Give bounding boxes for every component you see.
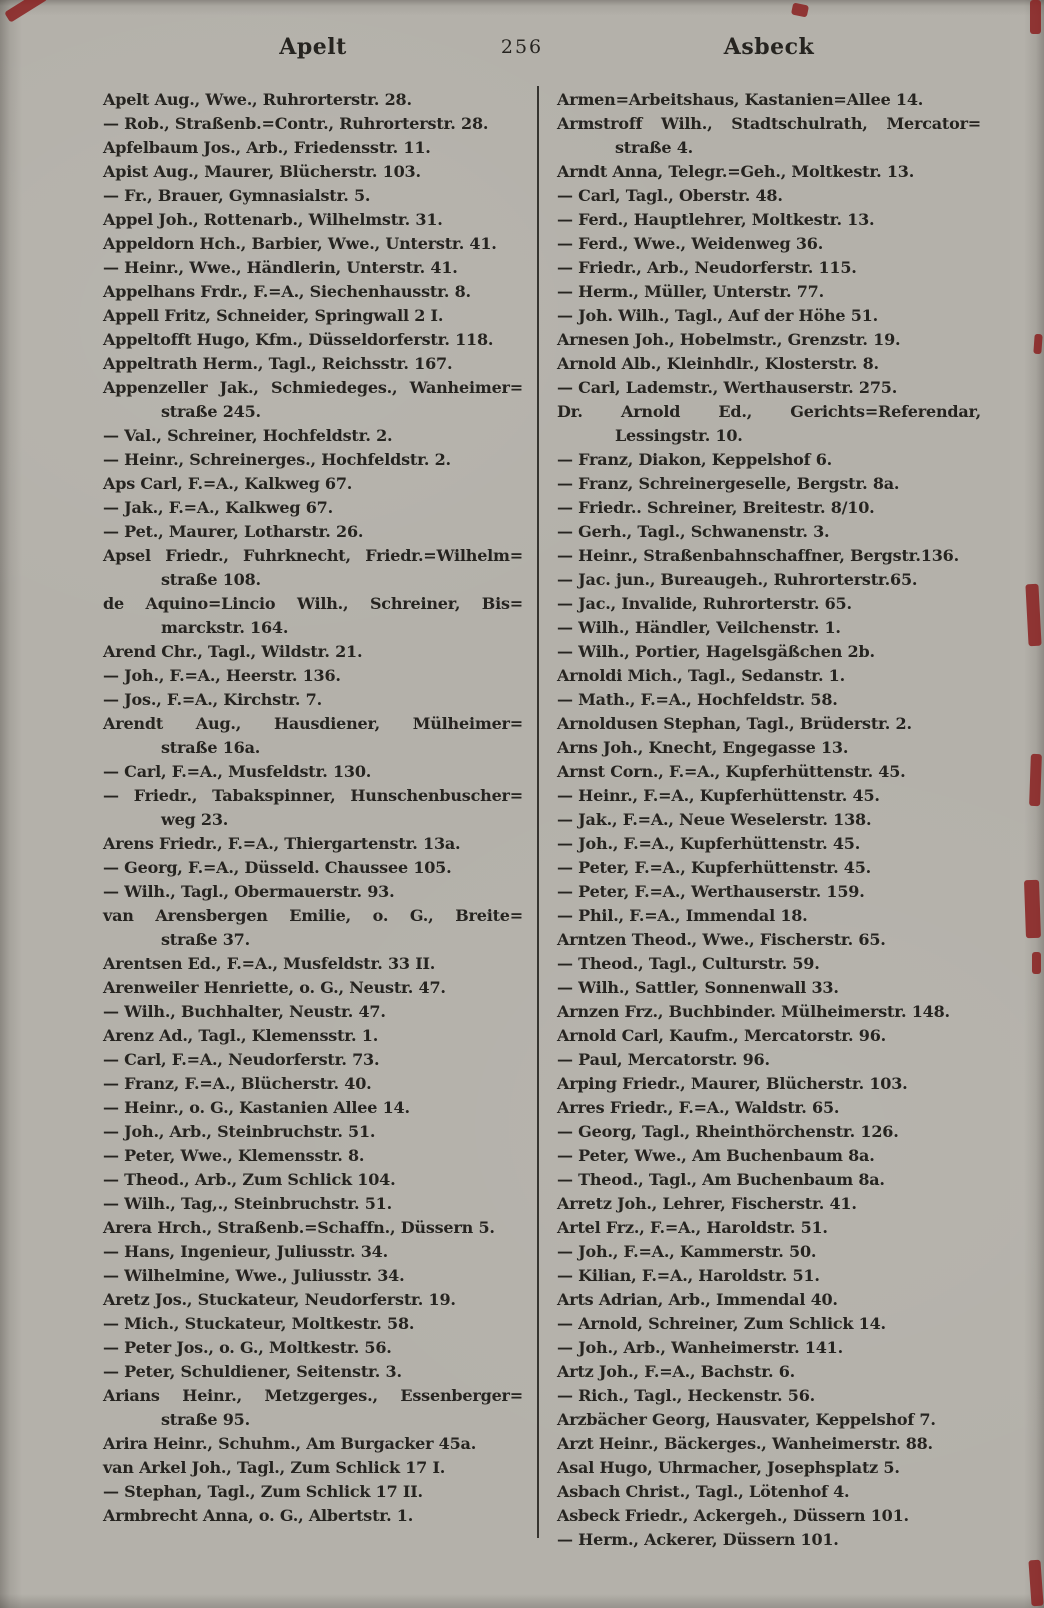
entry-line: Arres Friedr., F.=A., Waldstr. 65.	[557, 1098, 840, 1117]
entry-line: — Paul, Mercatorstr. 96.	[557, 1050, 770, 1069]
entry-line: — Joh., Arb., Steinbruchstr. 51.	[103, 1122, 376, 1141]
entry-line: straße 37.	[161, 930, 250, 949]
entry-line: Arentsen Ed., F.=A., Musfeldstr. 33 II.	[103, 954, 436, 973]
entry-line: — Friedr., Tabakspinner, Hunschenbuscher=	[103, 786, 523, 805]
entry-line: Arnoldusen Stephan, Tagl., Brüderstr. 2.	[557, 714, 912, 733]
entry-line: Appenzeller Jak., Schmiedeges., Wanheimer=	[103, 378, 523, 397]
entry-line: — Ferd., Hauptlehrer, Moltkestr. 13.	[557, 210, 875, 229]
entry-line: — Peter, F.=A., Kupferhüttenstr. 45.	[557, 858, 872, 877]
entry-line: Arnst Corn., F.=A., Kupferhüttenstr. 45.	[557, 762, 906, 781]
page-number: 256	[500, 36, 544, 58]
entry-line: — Jac. jun., Bureaugeh., Ruhrorterstr.65.	[557, 570, 918, 589]
entry-line: — Theod., Tagl., Am Buchenbaum 8a.	[557, 1170, 885, 1189]
entry-line: — Joh., F.=A., Kammerstr. 50.	[557, 1242, 817, 1261]
entry-line: — Peter, F.=A., Werthauserstr. 159.	[557, 882, 865, 901]
entry-line: — Pet., Maurer, Lotharstr. 26.	[103, 522, 364, 541]
entry-line: — Peter, Wwe., Klemensstr. 8.	[103, 1146, 365, 1165]
red-ink-mark-top	[791, 2, 809, 17]
entry-line: Arendt Aug., Hausdiener, Mülheimer=	[103, 714, 523, 733]
entry-line: — Friedr.. Schreiner, Breitestr. 8/10.	[557, 498, 875, 517]
red-ink-mark-edge-2	[1025, 584, 1041, 647]
entry-line: Arnoldi Mich., Tagl., Sedanstr. 1.	[557, 666, 845, 685]
entry-line: Arping Friedr., Maurer, Blücherstr. 103.	[557, 1074, 908, 1093]
entry-line: straße 16a.	[161, 738, 261, 757]
entry-line: Arntzen Theod., Wwe., Fischerstr. 65.	[557, 930, 886, 949]
entry-line: Arnesen Joh., Hobelmstr., Grenzstr. 19.	[557, 330, 901, 349]
entry-line: Armen=Arbeitshaus, Kastanien=Allee 14.	[557, 90, 924, 109]
entry-line: — Theod., Arb., Zum Schlick 104.	[103, 1170, 396, 1189]
entry-line: — Heinr., Schreinerges., Hochfeldstr. 2.	[103, 450, 451, 469]
entry-line: — Peter, Wwe., Am Buchenbaum 8a.	[557, 1146, 875, 1165]
entry-line: straße 245.	[161, 402, 261, 421]
entry-line: Asal Hugo, Uhrmacher, Josephsplatz 5.	[557, 1458, 900, 1477]
entry-line: Arndt Anna, Telegr.=Geh., Moltkestr. 13.	[557, 162, 915, 181]
entry-line: — Arnold, Schreiner, Zum Schlick 14.	[557, 1314, 886, 1333]
entry-line: — Kilian, F.=A., Haroldstr. 51.	[557, 1266, 820, 1285]
entry-line: Arenweiler Henriette, o. G., Neustr. 47.	[103, 978, 446, 997]
entry-line: — Wilh., Buchhalter, Neustr. 47.	[103, 1002, 386, 1021]
entry-line: Apist Aug., Maurer, Blücherstr. 103.	[103, 162, 421, 181]
entry-line: — Rich., Tagl., Heckenstr. 56.	[557, 1386, 816, 1405]
entry-line: — Math., F.=A., Hochfeldstr. 58.	[557, 690, 838, 709]
entry-line: — Jak., F.=A., Kalkweg 67.	[103, 498, 333, 517]
red-ink-mark-edge-1	[1033, 334, 1042, 355]
entry-line: Appeldorn Hch., Barbier, Wwe., Unterstr. 41.	[103, 234, 497, 253]
entry-line: Apsel Friedr., Fuhrknecht, Friedr.=Wilhelm=	[103, 546, 523, 565]
entry-line: — Fr., Brauer, Gymnasialstr. 5.	[103, 186, 371, 205]
entry-line: Arend Chr., Tagl., Wildstr. 21.	[103, 642, 363, 661]
entry-line: — Heinr., Straßenbahnschaffner, Bergstr.136.	[557, 546, 959, 565]
red-ink-mark-edge-3	[1029, 754, 1042, 806]
column-left	[103, 88, 523, 1528]
entry-line: — Wilh., Tag,., Steinbruchstr. 51.	[103, 1194, 392, 1213]
entry-line: Armstroff Wilh., Stadtschulrath, Mercator=	[557, 114, 981, 133]
entry-line: — Rob., Straßenb.=Contr., Ruhrorterstr. 28.	[103, 114, 489, 133]
entry-line: — Val., Schreiner, Hochfeldstr. 2.	[103, 426, 393, 445]
entry-line: Appelhans Frdr., F.=A., Siechenhausstr. 8.	[103, 282, 471, 301]
entry-line: Appell Fritz, Schneider, Springwall 2 I.	[103, 306, 444, 325]
entry-line: Asbeck Friedr., Ackergeh., Düssern 101.	[557, 1506, 909, 1525]
entry-line: Artz Joh., F.=A., Bachstr. 6.	[557, 1362, 795, 1381]
entry-line: Aretz Jos., Stuckateur, Neudorferstr. 19.	[103, 1290, 456, 1309]
entry-line: straße 108.	[161, 570, 261, 589]
entry-line: weg 23.	[161, 810, 229, 829]
entry-line: — Franz, Schreinergeselle, Bergstr. 8a.	[557, 474, 900, 493]
red-ink-mark-bottom-right	[1028, 1560, 1043, 1607]
entry-line: van Arkel Joh., Tagl., Zum Schlick 17 I.	[103, 1458, 446, 1477]
entry-line: Appeltrath Herm., Tagl., Reichsstr. 167.	[103, 354, 453, 373]
entry-line: — Heinr., o. G., Kastanien Allee 14.	[103, 1098, 410, 1117]
entry-line: — Carl, F.=A., Musfeldstr. 130.	[103, 762, 372, 781]
entry-line: — Joh. Wilh., Tagl., Auf der Höhe 51.	[557, 306, 878, 325]
entry-line: — Carl, F.=A., Neudorferstr. 73.	[103, 1050, 380, 1069]
entry-line: Artel Frz., F.=A., Haroldstr. 51.	[557, 1218, 828, 1237]
red-ink-mark-edge-4	[1024, 880, 1041, 938]
entry-line: — Jak., F.=A., Neue Weselerstr. 138.	[557, 810, 872, 829]
entry-line: — Franz, Diakon, Keppelshof 6.	[557, 450, 832, 469]
running-head	[0, 34, 1044, 66]
entry-line: — Friedr., Arb., Neudorferstr. 115.	[557, 258, 857, 277]
entry-line: Arretz Joh., Lehrer, Fischerstr. 41.	[557, 1194, 857, 1213]
entry-line: — Hans, Ingenieur, Juliusstr. 34.	[103, 1242, 388, 1261]
entry-line: Arera Hrch., Straßenb.=Schaffn., Düssern 5.	[103, 1218, 495, 1237]
entry-line: — Joh., Arb., Wanheimerstr. 141.	[557, 1338, 843, 1357]
entry-line: — Herm., Ackerer, Düssern 101.	[557, 1530, 839, 1549]
entry-line: — Carl, Tagl., Oberstr. 48.	[557, 186, 783, 205]
entry-line: Arts Adrian, Arb., Immendal 40.	[557, 1290, 838, 1309]
entry-line: Arns Joh., Knecht, Engegasse 13.	[557, 738, 849, 757]
entry-line: — Carl, Lademstr., Werthauserstr. 275.	[557, 378, 898, 397]
entry-line: Arens Friedr., F.=A., Thiergartenstr. 13a.	[103, 834, 461, 853]
entry-line: Arnzen Frz., Buchbinder. Mülheimerstr. 148.	[557, 1002, 950, 1021]
entry-line: Arnold Alb., Kleinhdlr., Klosterstr. 8.	[557, 354, 879, 373]
entry-line: — Joh., F.=A., Heerstr. 136.	[103, 666, 341, 685]
entry-line: — Wilh., Portier, Hagelsgäßchen 2b.	[557, 642, 875, 661]
column-right	[557, 88, 981, 1552]
entry-line: Arenz Ad., Tagl., Klemensstr. 1.	[103, 1026, 379, 1045]
entry-line: — Heinr., Wwe., Händlerin, Unterstr. 41.	[103, 258, 458, 277]
red-ink-mark-top-right	[1030, 0, 1041, 34]
entry-line: Arians Heinr., Metzgerges., Essenberger=	[103, 1386, 523, 1405]
entry-line: — Joh., F.=A., Kupferhüttenstr. 45.	[557, 834, 861, 853]
entry-line: — Herm., Müller, Unterstr. 77.	[557, 282, 824, 301]
entry-line: de Aquino=Lincio Wilh., Schreiner, Bis=	[103, 594, 523, 613]
entry-line: straße 4.	[615, 138, 694, 157]
entry-line: — Peter Jos., o. G., Moltkestr. 56.	[103, 1338, 392, 1357]
entry-line: Aps Carl, F.=A., Kalkweg 67.	[103, 474, 353, 493]
entry-line: — Phil., F.=A., Immendal 18.	[557, 906, 808, 925]
entry-line: Arira Heinr., Schuhm., Am Burgacker 45a.	[103, 1434, 477, 1453]
entry-line: — Wilh., Tagl., Obermauerstr. 93.	[103, 882, 395, 901]
entry-line: Apelt Aug., Wwe., Ruhrorterstr. 28.	[103, 90, 412, 109]
entry-line: marckstr. 164.	[161, 618, 289, 637]
entry-line: — Jac., Invalide, Ruhrorterstr. 65.	[557, 594, 852, 613]
entry-line: Arnold Carl, Kaufm., Mercatorstr. 96.	[557, 1026, 887, 1045]
column-divider	[537, 86, 539, 1538]
entry-line: — Theod., Tagl., Culturstr. 59.	[557, 954, 820, 973]
header-left-word: Apelt	[279, 34, 347, 60]
entry-line: — Georg, F.=A., Düsseld. Chaussee 105.	[103, 858, 452, 877]
red-ink-mark-top-left	[4, 0, 48, 23]
entry-line: Appel Joh., Rottenarb., Wilhelmstr. 31.	[103, 210, 443, 229]
entry-line: Arzbächer Georg, Hausvater, Keppelshof 7.	[557, 1410, 936, 1429]
entry-line: — Wilh., Sattler, Sonnenwall 33.	[557, 978, 839, 997]
entry-line: — Georg, Tagl., Rheinthörchenstr. 126.	[557, 1122, 899, 1141]
entry-line: — Heinr., F.=A., Kupferhüttenstr. 45.	[557, 786, 880, 805]
entry-line: — Wilh., Händler, Veilchenstr. 1.	[557, 618, 841, 637]
entry-line: — Franz, F.=A., Blücherstr. 40.	[103, 1074, 372, 1093]
entry-line: — Jos., F.=A., Kirchstr. 7.	[103, 690, 322, 709]
entry-line: Dr. Arnold Ed., Gerichts=Referendar,	[557, 402, 981, 421]
entry-line: — Gerh., Tagl., Schwanenstr. 3.	[557, 522, 830, 541]
entry-line: — Peter, Schuldiener, Seitenstr. 3.	[103, 1362, 402, 1381]
entry-line: Apfelbaum Jos., Arb., Friedensstr. 11.	[103, 138, 431, 157]
entry-line: Arzt Heinr., Bäckerges., Wanheimerstr. 88.	[557, 1434, 933, 1453]
header-right-word: Asbeck	[723, 34, 815, 60]
entry-line: van Arensbergen Emilie, o. G., Breite=	[103, 906, 523, 925]
entry-line: — Wilhelmine, Wwe., Juliusstr. 34.	[103, 1266, 405, 1285]
red-ink-mark-edge-5	[1032, 952, 1041, 974]
entry-line: Appeltofft Hugo, Kfm., Düsseldorferstr. 118.	[103, 330, 494, 349]
entry-line: Armbrecht Anna, o. G., Albertstr. 1.	[103, 1506, 414, 1525]
entry-line: Lessingstr. 10.	[615, 426, 743, 445]
entry-line: — Ferd., Wwe., Weidenweg 36.	[557, 234, 824, 253]
entry-line: Asbach Christ., Tagl., Lötenhof 4.	[557, 1482, 850, 1501]
entry-line: — Mich., Stuckateur, Moltkestr. 58.	[103, 1314, 415, 1333]
entry-line: straße 95.	[161, 1410, 250, 1429]
entry-line: — Stephan, Tagl., Zum Schlick 17 II.	[103, 1482, 423, 1501]
